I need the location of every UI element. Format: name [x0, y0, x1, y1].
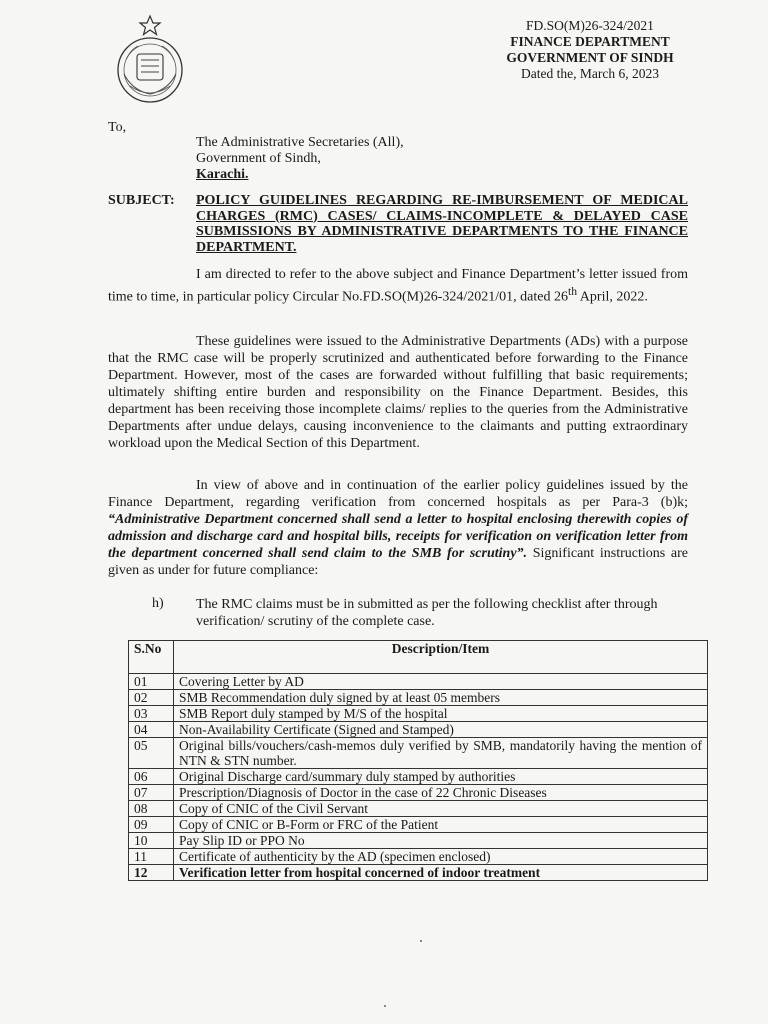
- column-header-sno: S.No: [129, 641, 174, 674]
- row-description: Non-Availability Certificate (Signed and Stamped): [174, 722, 708, 738]
- row-sno: 12: [129, 865, 174, 881]
- row-description: Covering Letter by AD: [174, 674, 708, 690]
- paragraph-2: [108, 333, 688, 452]
- table-row: [129, 769, 708, 785]
- scan-speck: [420, 940, 422, 942]
- scan-speck: [384, 1005, 386, 1007]
- row-sno: 10: [129, 833, 174, 849]
- row-description: Copy of CNIC or B-Form or FRC of the Patient: [174, 817, 708, 833]
- row-description: Prescription/Diagnosis of Doctor in the case of 22 Chronic Diseases: [174, 785, 708, 801]
- recipient-city: Karachi.: [196, 167, 249, 182]
- checklist-body: [129, 674, 708, 881]
- table-row: [129, 849, 708, 865]
- row-description: Certificate of authenticity by the AD (specimen enclosed): [174, 849, 708, 865]
- table-row: [129, 785, 708, 801]
- letter-header: [470, 18, 710, 82]
- table-row: [129, 706, 708, 722]
- row-sno: 06: [129, 769, 174, 785]
- table-row: [129, 690, 708, 706]
- row-sno: 04: [129, 722, 174, 738]
- row-description: SMB Report duly stamped by M/S of the hospital: [174, 706, 708, 722]
- column-header-description: Description/Item: [174, 641, 708, 674]
- row-sno: 08: [129, 801, 174, 817]
- table-row: [129, 674, 708, 690]
- paragraph-text: These guidelines were issued to the Administrative Departments (ADs) with a purpose that the RMC case will be properly scrutinized and authenticated before forwarding to the Finance Department. However, most of the cases are forwarded without fulfilling that basic requirements; ultimately shifting entire burden and responsibility on the Finance Department. Besides, this department has been receiving those incomplete claims/ replies to the queries from the Administrative Departments after undue delays, causing inconvenience to the claimants and putting extraordinary workload upon the Medical Section of this Department.: [108, 334, 688, 451]
- item-marker: h): [152, 596, 164, 611]
- table-row: [129, 865, 708, 881]
- table-row: [129, 801, 708, 817]
- item-text: The RMC claims must be in submitted as per the following checklist after through verification/ scrutiny of the complete case.: [196, 597, 658, 629]
- paragraph-text: April, 2022.: [577, 289, 648, 305]
- row-sno: 01: [129, 674, 174, 690]
- row-sno: 02: [129, 690, 174, 706]
- superscript: th: [567, 285, 578, 298]
- paragraph-text: In view of above and in continuation of the earlier policy guidelines issued by the Finance Department, regarding verification from concerned hospitals as per Para-3 (b)k;: [108, 478, 688, 510]
- recipient-line: The Administrative Secretaries (All),: [196, 135, 404, 150]
- recipient-line: Government of Sindh,: [196, 151, 321, 166]
- letter-date: Dated the, March 6, 2023: [521, 66, 659, 81]
- row-sno: 11: [129, 849, 174, 865]
- sindh-government-seal-icon: [110, 14, 190, 106]
- row-description: SMB Recommendation duly signed by at least 05 members: [174, 690, 708, 706]
- table-header-row: [129, 641, 708, 674]
- paragraph-text: Significant instructions are given as under for future compliance:: [108, 546, 688, 578]
- recipient-address: [196, 135, 404, 183]
- table-row: [129, 722, 708, 738]
- row-description: Verification letter from hospital concerned of indoor treatment: [174, 865, 708, 881]
- checklist-table: [128, 640, 708, 881]
- government-name: GOVERNMENT OF SINDH: [506, 50, 674, 65]
- row-description: Pay Slip ID or PPO No: [174, 833, 708, 849]
- table-row: [129, 817, 708, 833]
- reference-number: FD.SO(M)26-324/2021: [526, 18, 654, 33]
- row-sno: 05: [129, 738, 174, 769]
- row-sno: 09: [129, 817, 174, 833]
- row-sno: 07: [129, 785, 174, 801]
- subject-text: POLICY GUIDELINES REGARDING RE-IMBURSEMENT OF MEDICAL CHARGES (RMC) CASES/ CLAIMS-INCOMPLETE & DELAYED CASE SUBMISSIONS BY ADMINISTRATIVE DEPARTMENTS TO THE FINANCE DEPARTMENT.: [196, 193, 688, 255]
- paragraph-1: [108, 266, 688, 306]
- row-description: Original bills/vouchers/cash-memos duly verified by SMB, mandatorily having the mention of NTN & STN number.: [174, 738, 708, 769]
- row-description: Copy of CNIC of the Civil Servant: [174, 801, 708, 817]
- subject-label: SUBJECT:: [108, 193, 175, 208]
- department-name: FINANCE DEPARTMENT: [510, 34, 670, 49]
- row-description: Original Discharge card/summary duly stamped by authorities: [174, 769, 708, 785]
- table-row: [129, 738, 708, 769]
- row-sno: 03: [129, 706, 174, 722]
- paragraph-3: [108, 477, 688, 579]
- to-label: To,: [108, 120, 127, 135]
- paragraph-text: I am directed to refer to the above subject and Finance Department’s letter issued from time to time, in particular policy Circular No.FD.SO(M)26-324/2021/01, dated 26: [108, 267, 688, 305]
- table-row: [129, 833, 708, 849]
- quoted-guideline: “Administrative Department concerned shall send a letter to hospital enclosing therewith copies of admission and discharge card and hospital bills, receipts for verification on verification letter from the department concerned shall send claim to the SMB for scrutiny”.: [108, 512, 688, 561]
